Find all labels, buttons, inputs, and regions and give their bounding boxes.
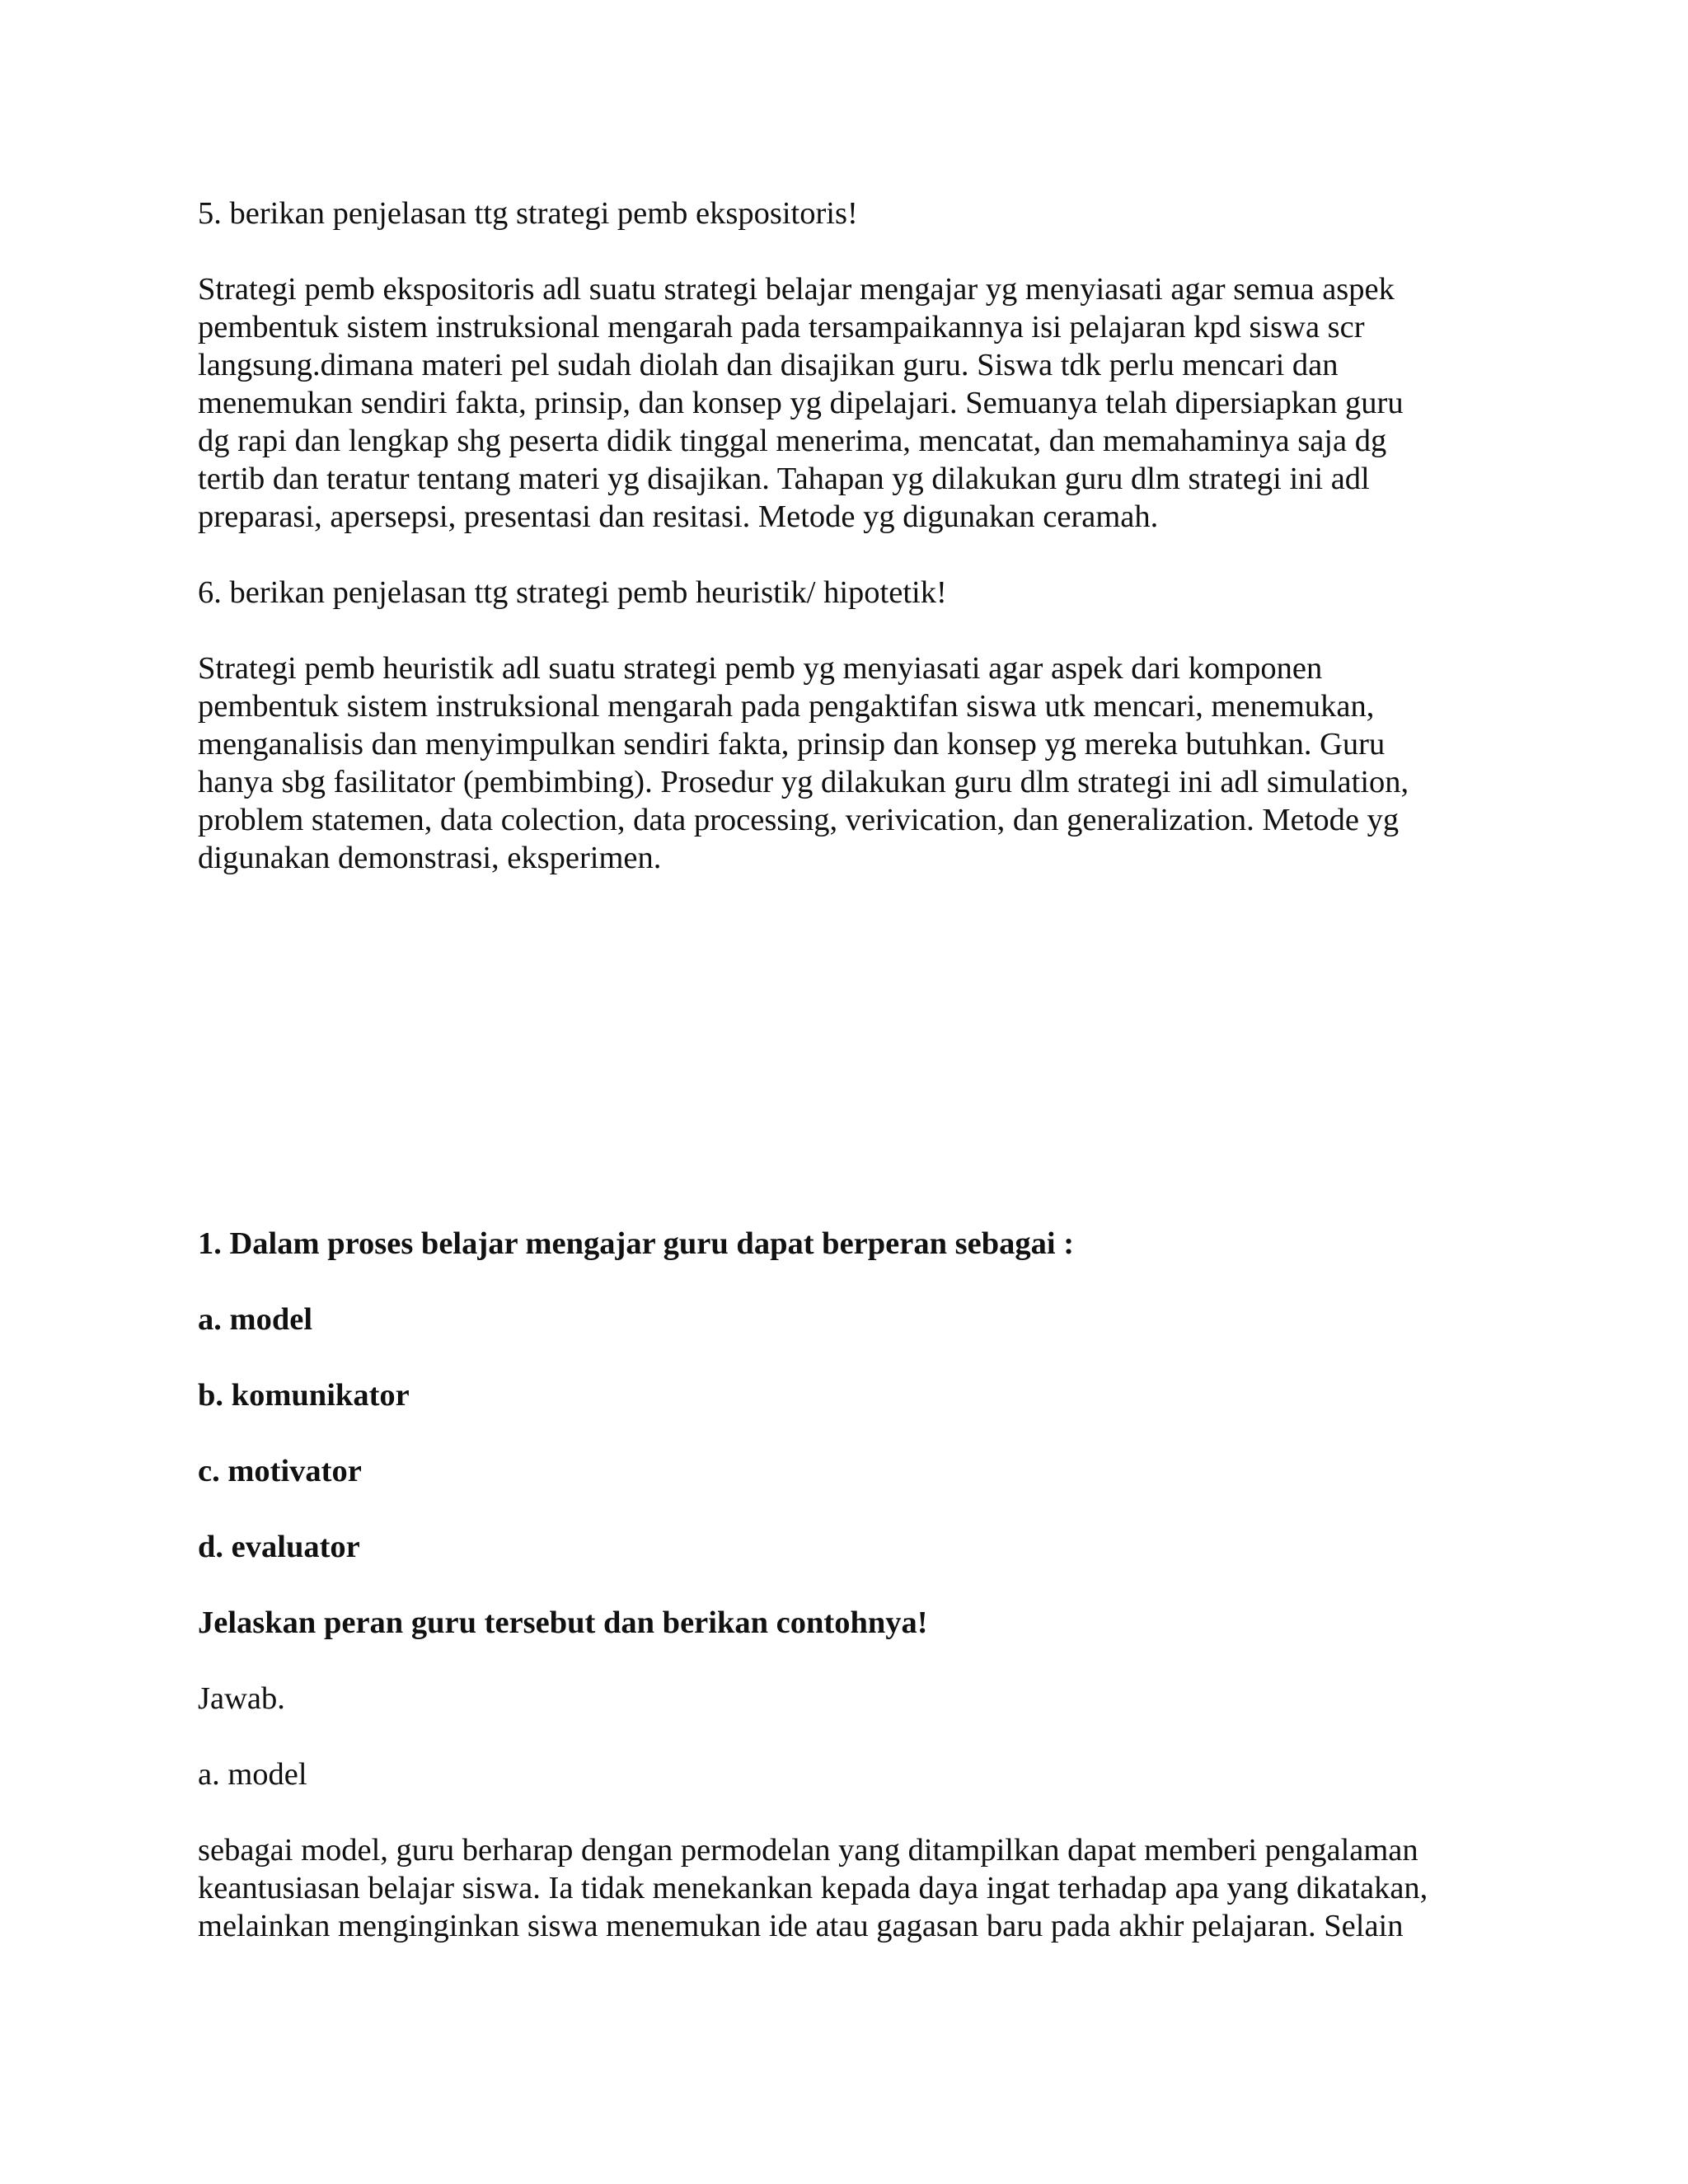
answer-line: pembentuk sistem instruksional mengarah pada pengaktifan siswa utk mencari, menemukan,: [198, 689, 1375, 724]
answer-line: Strategi pemb ekspositoris adl suatu strategi belajar mengajar yg menyiasati agar semua aspek: [198, 272, 1395, 307]
question-6-answer: [198, 649, 1517, 877]
answer-line: tertib dan teratur tentang materi yg disajikan. Tahapan yg dilakukan guru dlm strategi ini adl: [198, 462, 1370, 496]
question-6-heading: 6. berikan penjelasan ttg strategi pemb heuristik/ hipotetik!: [198, 575, 947, 610]
answer-line: keantusiasan belajar siswa. Ia tidak menekankan kepada daya ingat terhadap apa yang dikatakan,: [198, 1871, 1428, 1905]
answer-line: menganalisis dan menyimpulkan sendiri fakta, prinsip dan konsep yg mereka butuhkan. Guru: [198, 727, 1386, 762]
option-a: a. model: [198, 1302, 313, 1337]
answer-line: preparasi, apersepsi, presentasi dan resitasi. Metode yg digunakan ceramah.: [198, 499, 1159, 534]
answer-item-heading: a. model: [198, 1757, 307, 1792]
model-explanation: [198, 1831, 1517, 1945]
answer-line: dg rapi dan lengkap shg peserta didik tinggal menerima, mencatat, dan memahaminya saja dg: [198, 424, 1387, 458]
answer-line: problem statemen, data colection, data processing, verivication, dan generalization. Metode yg: [198, 803, 1400, 837]
answer-line: melainkan menginginkan siswa menemukan ide atau gagasan baru pada akhir pelajaran. Selain: [198, 1909, 1404, 1943]
answer-line: digunakan demonstrasi, eksperimen.: [198, 841, 662, 875]
answer-line: sebagai model, guru berharap dengan permodelan yang ditampilkan dapat memberi pengalaman: [198, 1833, 1418, 1868]
answer-line: Strategi pemb heuristik adl suatu strategi pemb yg menyiasati agar aspek dari komponen: [198, 651, 1323, 686]
question-5-answer: [198, 270, 1517, 536]
answer-line: langsung.dimana materi pel sudah diolah dan disajikan guru. Siswa tdk perlu mencari dan: [198, 348, 1339, 382]
question-1-heading: 1. Dalam proses belajar mengajar guru dapat berperan sebagai :: [198, 1226, 1075, 1261]
answer-line: hanya sbg fasilitator (pembimbing). Prosedur yg dilakukan guru dlm strategi ini adl simulation,: [198, 765, 1409, 799]
option-c: c. motivator: [198, 1454, 362, 1488]
option-d: d. evaluator: [198, 1530, 360, 1564]
question-5-heading: 5. berikan penjelasan ttg strategi pemb ekspositoris!: [198, 196, 858, 231]
answer-line: menemukan sendiri fakta, prinsip, dan konsep yg dipelajari. Semuanya telah dipersiapkan guru: [198, 386, 1404, 420]
option-b: b. komunikator: [198, 1378, 410, 1413]
instruction-text: Jelaskan peran guru tersebut dan berikan contohnya!: [198, 1605, 928, 1640]
answer-line: pembentuk sistem instruksional mengarah pada tersampaikannya isi pelajaran kpd siswa scr: [198, 310, 1365, 344]
answer-label: Jawab.: [198, 1681, 285, 1716]
